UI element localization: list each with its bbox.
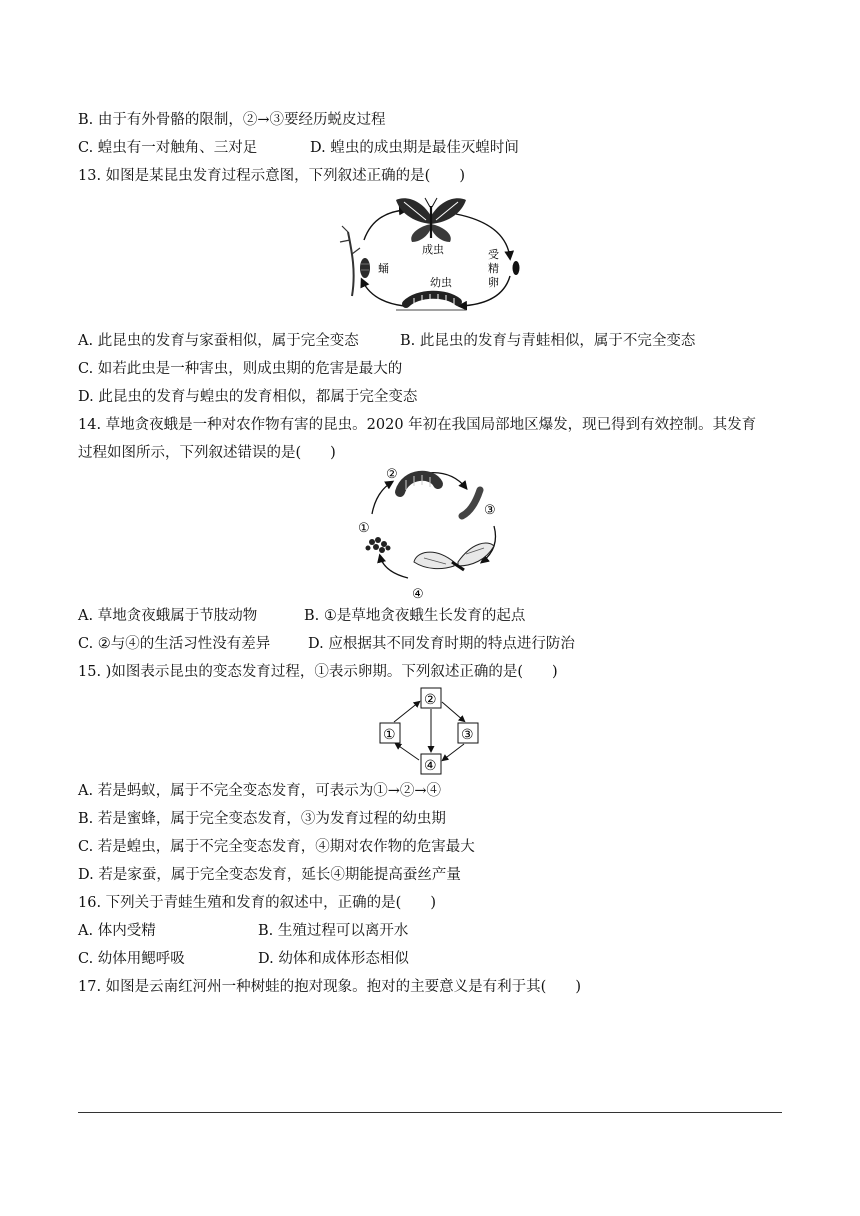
fig15-label-2: ② bbox=[424, 692, 437, 708]
q13-option-a: A. 此昆虫的发育与家蚕相似，属于完全变态 bbox=[78, 333, 359, 349]
q13-stem: 13. 如图是某昆虫发育过程示意图，下列叙述正确的是( ) bbox=[78, 168, 465, 184]
q14-option-c: C. ②与④的生活习性没有差异 bbox=[78, 636, 271, 652]
fig15-arrow-1-to-2 bbox=[394, 702, 419, 722]
fig15-arrow-4-to-1 bbox=[396, 744, 419, 760]
q13-option-d: D. 此昆虫的发育与蝗虫的发育相似，都属于完全变态 bbox=[78, 389, 418, 405]
fig15-label-4: ④ bbox=[424, 758, 437, 774]
q13-options-ab bbox=[78, 331, 696, 351]
fig13-arrow-larva-to-pupa bbox=[362, 280, 404, 306]
fig13-label-egg-3: 卵 bbox=[488, 276, 499, 289]
fig13-arrow-adult-to-egg bbox=[456, 214, 510, 258]
q15-stem: 15. )如图表示昆虫的变态发育过程，①表示卵期。下列叙述正确的是( ) bbox=[78, 664, 558, 680]
fig15-label-3: ③ bbox=[461, 727, 474, 743]
q15-option-a: A. 若是蚂蚁，属于不完全变态发育，可表示为①→②→④ bbox=[78, 783, 441, 799]
q17-stem: 17. 如图是云南红河州一种树蛙的抱对现象。抱对的主要意义是有利于其( ) bbox=[78, 979, 581, 995]
q12-options-cd bbox=[78, 138, 519, 158]
q14-options-ab bbox=[78, 606, 526, 626]
fig13-label-adult: 成虫 bbox=[422, 243, 444, 256]
q12-option-c: C. 蝗虫有一对触角、三对足 bbox=[78, 140, 258, 156]
fig14-fall-armyworm-lifecycle bbox=[354, 462, 506, 600]
q16-option-b: B. 生殖过程可以离开水 bbox=[258, 923, 409, 939]
q16-stem: 16. 下列关于青蛙生殖和发育的叙述中，正确的是( ) bbox=[78, 895, 436, 911]
caterpillar-icon bbox=[396, 294, 466, 310]
fig13-label-egg-2: 精 bbox=[488, 262, 499, 275]
egg-icon bbox=[513, 261, 520, 275]
q14-stem-line1: 14. 草地贪夜蛾是一种对农作物有害的昆虫。2020 年初在我国局部地区爆发，现已得到有效控制。其发育 bbox=[78, 417, 757, 433]
fig14-label-1: ① bbox=[358, 521, 370, 536]
fig14-label-2: ② bbox=[386, 467, 398, 482]
eggs-icon bbox=[366, 537, 391, 553]
q12-option-d: D. 蝗虫的成虫期是最佳灭蝗时间 bbox=[310, 140, 519, 156]
q14-option-d: D. 应根据其不同发育时期的特点进行防治 bbox=[308, 636, 575, 652]
footer-divider bbox=[78, 1112, 782, 1113]
q13-option-b: B. 此昆虫的发育与青蛙相似，属于不完全变态 bbox=[400, 333, 696, 349]
q14-option-b: B. ①是草地贪夜蛾生长发育的起点 bbox=[304, 608, 526, 624]
fig13-label-egg-1: 受 bbox=[488, 248, 499, 261]
q15-option-d: D. 若是家蚕，属于完全变态发育，延长④期能提高蚕丝产量 bbox=[78, 867, 461, 883]
q16-options-cd bbox=[78, 949, 409, 969]
fig13-label-pupa: 蛹 bbox=[378, 262, 389, 275]
q15-option-b: B. 若是蜜蜂，属于完全变态发育，③为发育过程的幼虫期 bbox=[78, 811, 446, 827]
q14-option-a: A. 草地贪夜蛾属于节肢动物 bbox=[78, 608, 258, 624]
fig14-label-3: ③ bbox=[484, 503, 496, 518]
fig13-arrow-egg-to-larva bbox=[460, 276, 510, 306]
fig15-label-1: ① bbox=[383, 727, 396, 743]
fig13-label-larva: 幼虫 bbox=[430, 276, 452, 289]
larva-icon bbox=[400, 475, 438, 492]
fig14-arrow-1-to-2 bbox=[372, 482, 392, 514]
fig15-metamorphosis-diagram bbox=[376, 686, 486, 776]
q15-option-c: C. 若是蝗虫，属于不完全变态发育，④期对农作物的危害最大 bbox=[78, 839, 475, 855]
fig13-insect-lifecycle-diagram bbox=[334, 192, 528, 318]
q16-option-c: C. 幼体用鳃呼吸 bbox=[78, 951, 185, 967]
q14-stem-line2: 过程如图所示，下列叙述错误的是( ) bbox=[78, 445, 336, 461]
fig14-label-4: ④ bbox=[412, 587, 424, 600]
q13-option-c: C. 如若此虫是一种害虫，则成虫期的危害是最大的 bbox=[78, 361, 403, 377]
q16-option-d: D. 幼体和成体形态相似 bbox=[258, 951, 409, 967]
fig15-arrow-3-to-4 bbox=[443, 744, 464, 760]
q14-options-cd bbox=[78, 634, 575, 654]
fig14-arrow-4-to-1 bbox=[380, 556, 408, 578]
pupa-icon bbox=[462, 490, 480, 516]
q16-options-ab bbox=[78, 921, 409, 941]
q12-option-b: B. 由于有外骨骼的限制，②→③要经历蜕皮过程 bbox=[78, 112, 386, 128]
q16-option-a: A. 体内受精 bbox=[78, 923, 156, 939]
butterfly-icon bbox=[396, 198, 466, 242]
moth-icon bbox=[414, 543, 494, 570]
fig13-arrow-pupa-to-adult bbox=[364, 210, 406, 240]
fig15-arrow-2-to-3 bbox=[442, 702, 464, 721]
